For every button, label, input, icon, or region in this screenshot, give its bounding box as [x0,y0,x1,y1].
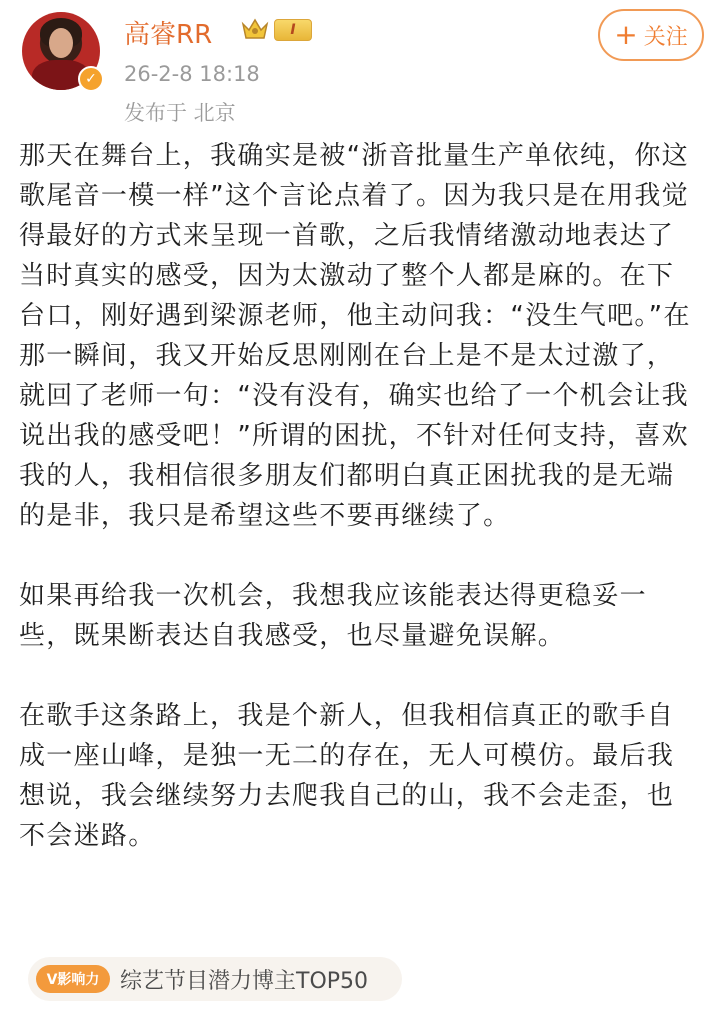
level-badge: I [274,19,312,41]
post-content [19,136,699,856]
user-name[interactable]: 高睿RR [124,20,213,50]
plus-icon: + [614,18,638,51]
verified-badge-icon: ✓ [78,66,104,92]
influence-tag-label: 综艺节目潜力博主TOP50 [120,968,369,994]
post-header [0,0,719,130]
post-time: 26-2-8 18:18 [124,62,260,86]
crown-icon [241,16,269,42]
post-location: 发布于 北京 [124,101,236,125]
follow-button[interactable] [598,9,704,61]
post-paragraph: 在歌手这条路上，我是个新人，但我相信真正的歌手自成一座山峰，是独一无二的存在，无人可模仿。最后我想说，我会继续努力去爬我自己的山，我不会走歪，也不会迷路。 [19,701,675,851]
influence-tag[interactable] [28,957,402,1001]
post-paragraph: 如果再给我一次机会，我想我应该能表达得更稳妥一些，既果断表达自我感受，也尽量避免误解。 [19,581,647,651]
influence-logo-icon: V影响力 [36,965,110,993]
avatar-face [49,28,73,58]
follow-label: 关注 [643,24,688,50]
post-paragraph: 那天在舞台上，我确实是被“浙音批量生产单依纯，你这歌尾音一模一样”这个言论点着了。因为我只是在用我觉得最好的方式来呈现一首歌，之后我情绪激动地表达了当时真实的感受，因为太激动了整个人都是麻的。在下台口，刚好遇到梁源老师，他主动问我：“没生气吧。”在那一瞬间，我又开始反思刚刚在台上是不是太过激了，就回了老师一句：“没有没有，确实也给了一个机会让我说出我的感受吧！”所谓的困扰，不针对任何支持，喜欢我的人，我相信很多朋友们都明白真正困扰我的是无端的是非，我只是希望这些不要再继续了。 [19,141,691,531]
